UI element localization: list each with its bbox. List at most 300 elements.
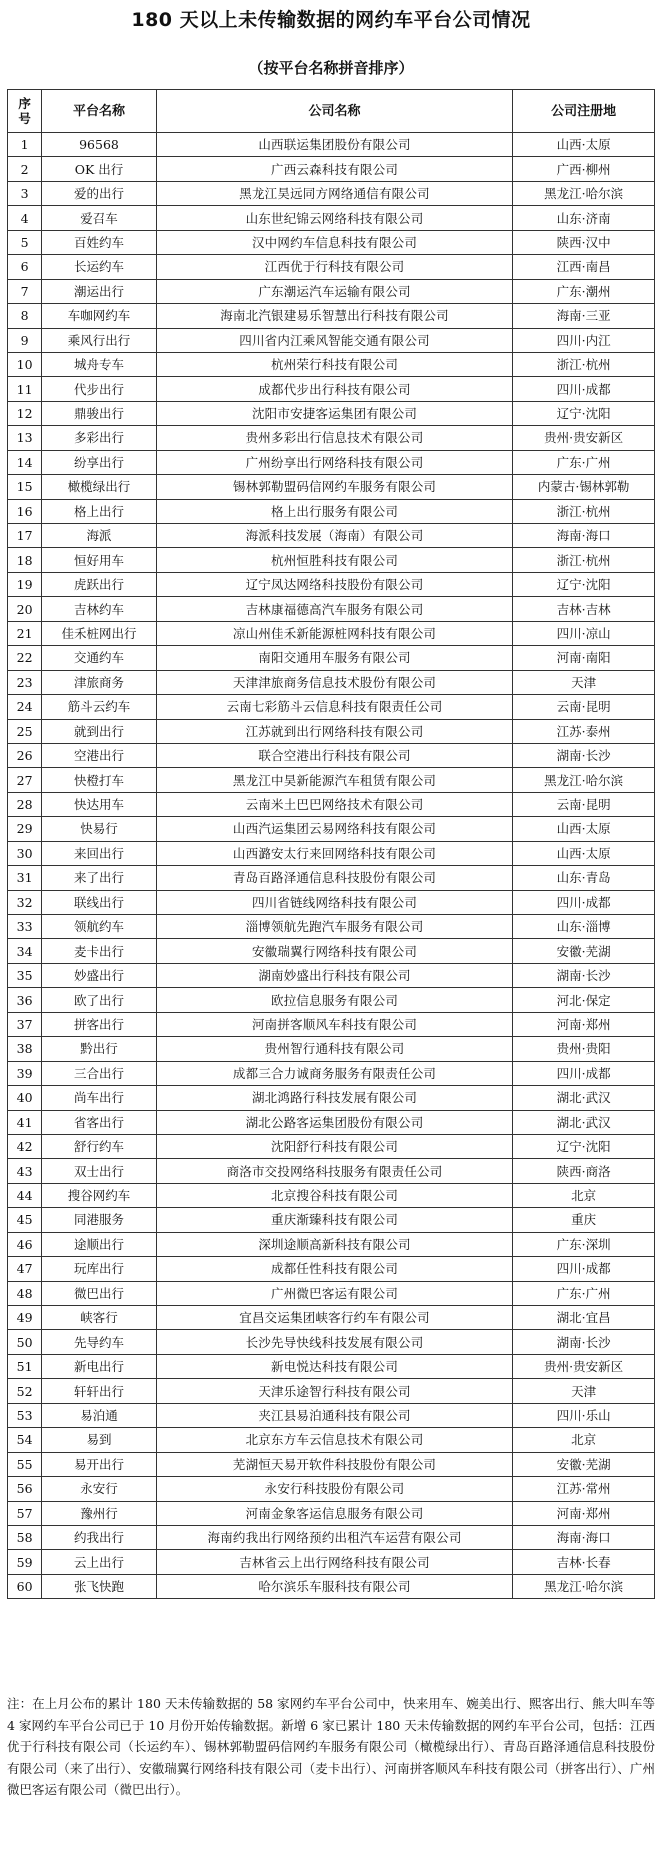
table-row [8,1037,655,1061]
company-name-cell: 山西潞安太行来回网络科技有限公司 [156,841,513,865]
row-seq-cell: 13 [8,426,42,450]
registration-place-cell: 四川·成都 [513,890,655,914]
table-row [8,1061,655,1085]
company-name-cell: 凉山州佳禾新能源桩网科技有限公司 [156,621,513,645]
row-seq-cell: 52 [8,1379,42,1403]
table-row [8,1428,655,1452]
company-name-cell: 北京搜谷科技有限公司 [156,1183,513,1207]
row-seq-cell: 50 [8,1330,42,1354]
table-row [8,328,655,352]
platform-name-cell: 潮运出行 [42,279,157,303]
company-name-cell: 广西云森科技有限公司 [156,157,513,181]
row-seq-cell: 51 [8,1354,42,1378]
registration-place-cell: 辽宁·沈阳 [513,401,655,425]
platform-name-cell: 双士出行 [42,1159,157,1183]
company-name-cell: 辽宁凤达网络科技股份有限公司 [156,572,513,596]
platform-name-cell: 津旅商务 [42,670,157,694]
company-name-cell: 哈尔滨乐车服科技有限公司 [156,1574,513,1598]
row-seq-cell: 39 [8,1061,42,1085]
platform-name-cell: 张飞快跑 [42,1574,157,1598]
row-seq-cell: 29 [8,817,42,841]
company-name-cell: 广州微巴客运有限公司 [156,1281,513,1305]
row-seq-cell: 10 [8,352,42,376]
row-seq-cell: 55 [8,1452,42,1476]
registration-place-cell: 黑龙江·哈尔滨 [513,1574,655,1598]
row-seq-cell: 6 [8,255,42,279]
table-row [8,1012,655,1036]
registration-place-cell: 广西·柳州 [513,157,655,181]
table-row [8,1257,655,1281]
registration-place-cell: 海南·三亚 [513,304,655,328]
row-seq-cell: 44 [8,1183,42,1207]
row-seq-cell: 45 [8,1208,42,1232]
row-seq-cell: 43 [8,1159,42,1183]
registration-place-cell: 湖北·武汉 [513,1086,655,1110]
registration-place-cell: 江苏·常州 [513,1477,655,1501]
platform-name-cell: 吉林约车 [42,597,157,621]
platform-name-cell: 轩轩出行 [42,1379,157,1403]
registration-place-cell: 吉林·吉林 [513,597,655,621]
row-seq-cell: 36 [8,988,42,1012]
registration-place-cell: 河南·郑州 [513,1012,655,1036]
platform-name-cell: 途顺出行 [42,1232,157,1256]
table-row [8,1306,655,1330]
table-body [8,133,655,1599]
table-row [8,1379,655,1403]
row-seq-cell: 42 [8,1134,42,1158]
platform-name-cell: OK 出行 [42,157,157,181]
platform-name-cell: 易泊通 [42,1403,157,1427]
row-seq-cell: 32 [8,890,42,914]
table-row [8,939,655,963]
company-name-cell: 贵州智行通科技有限公司 [156,1037,513,1061]
registration-place-cell: 吉林·长春 [513,1550,655,1574]
registration-place-cell: 辽宁·沈阳 [513,1134,655,1158]
platform-name-cell: 联线出行 [42,890,157,914]
table-row [8,426,655,450]
company-name-cell: 云南米土巴巴网络技术有限公司 [156,792,513,816]
row-seq-cell: 54 [8,1428,42,1452]
company-name-cell: 吉林康福德高汽车服务有限公司 [156,597,513,621]
row-seq-cell: 15 [8,475,42,499]
platform-name-cell: 新电出行 [42,1354,157,1378]
row-seq-cell: 56 [8,1477,42,1501]
table-row [8,1183,655,1207]
table-row [8,524,655,548]
company-name-cell: 广东潮运汽车运输有限公司 [156,279,513,303]
registration-place-cell: 山西·太原 [513,133,655,157]
registration-place-cell: 湖南·长沙 [513,1330,655,1354]
platform-name-cell: 欧了出行 [42,988,157,1012]
table-row [8,670,655,694]
platform-name-cell: 峡客行 [42,1306,157,1330]
row-seq-cell: 40 [8,1086,42,1110]
company-name-cell: 芜湖恒天易开软件科技股份有限公司 [156,1452,513,1476]
company-name-cell: 新电悦达科技有限公司 [156,1354,513,1378]
company-name-cell: 贵州多彩出行信息技术有限公司 [156,426,513,450]
company-name-cell: 锡林郭勒盟码信网约车服务有限公司 [156,475,513,499]
table-row [8,1208,655,1232]
table-row [8,1110,655,1134]
registration-place-cell: 黑龙江·哈尔滨 [513,768,655,792]
registration-place-cell: 海南·海口 [513,524,655,548]
platform-name-cell: 城舟专车 [42,352,157,376]
platform-name-cell: 玩库出行 [42,1257,157,1281]
table-row [8,1134,655,1158]
row-seq-cell: 25 [8,719,42,743]
registration-place-cell: 浙江·杭州 [513,352,655,376]
row-seq-cell: 27 [8,768,42,792]
platform-name-cell: 纷享出行 [42,450,157,474]
platform-name-cell: 佳禾桩网出行 [42,621,157,645]
table-row [8,499,655,523]
platform-name-cell: 格上出行 [42,499,157,523]
platform-name-cell: 爱召车 [42,206,157,230]
registration-place-cell: 北京 [513,1183,655,1207]
platform-name-cell: 黔出行 [42,1037,157,1061]
registration-place-cell: 陕西·商洛 [513,1159,655,1183]
table-row [8,719,655,743]
row-seq-cell: 26 [8,743,42,767]
row-seq-cell: 16 [8,499,42,523]
registration-place-cell: 云南·昆明 [513,695,655,719]
row-seq-cell: 19 [8,572,42,596]
company-name-cell: 天津乐途智行科技有限公司 [156,1379,513,1403]
registration-place-cell: 贵州·贵安新区 [513,426,655,450]
registration-place-cell: 辽宁·沈阳 [513,572,655,596]
table-row [8,279,655,303]
registration-place-cell: 江西·南昌 [513,255,655,279]
platform-name-cell: 尚车出行 [42,1086,157,1110]
table-row [8,181,655,205]
table-row [8,230,655,254]
registration-place-cell: 海南·海口 [513,1525,655,1549]
registration-place-cell: 湖南·长沙 [513,963,655,987]
row-seq-cell: 20 [8,597,42,621]
registration-place-cell: 河南·南阳 [513,646,655,670]
company-name-cell: 永安行科技股份有限公司 [156,1477,513,1501]
platform-name-cell: 麦卡出行 [42,939,157,963]
row-seq-cell: 21 [8,621,42,645]
row-seq-cell: 9 [8,328,42,352]
header-company-name: 公司名称 [156,90,513,133]
registration-place-cell: 陕西·汉中 [513,230,655,254]
platform-name-cell: 约我出行 [42,1525,157,1549]
platform-name-cell: 爱的出行 [42,181,157,205]
company-name-cell: 汉中网约车信息科技有限公司 [156,230,513,254]
table-row [8,890,655,914]
header-platform-name: 平台名称 [42,90,157,133]
company-name-cell: 山西汽运集团云易网络科技有限公司 [156,817,513,841]
platform-name-cell: 搜谷网约车 [42,1183,157,1207]
row-seq-cell: 57 [8,1501,42,1525]
table-row [8,841,655,865]
company-name-cell: 山西联运集团股份有限公司 [156,133,513,157]
platform-name-cell: 多彩出行 [42,426,157,450]
registration-place-cell: 山东·青岛 [513,866,655,890]
page-subtitle: （按平台名称拼音排序） [248,59,414,77]
table-row [8,255,655,279]
registration-place-cell: 北京 [513,1428,655,1452]
row-seq-cell: 47 [8,1257,42,1281]
company-name-cell: 广州纷享出行网络科技有限公司 [156,450,513,474]
company-name-cell: 山东世纪锦云网络科技有限公司 [156,206,513,230]
table-header-row [8,90,655,133]
company-name-cell: 成都三合力诚商务服务有限责任公司 [156,1061,513,1085]
registration-place-cell: 山东·济南 [513,206,655,230]
row-seq-cell: 12 [8,401,42,425]
row-seq-cell: 33 [8,915,42,939]
company-name-cell: 沈阳市安捷客运集团有限公司 [156,401,513,425]
registration-place-cell: 山西·太原 [513,817,655,841]
platform-name-cell: 恒好用车 [42,548,157,572]
row-seq-cell: 18 [8,548,42,572]
company-name-cell: 云南七彩筋斗云信息科技有限责任公司 [156,695,513,719]
registration-place-cell: 四川·成都 [513,377,655,401]
row-seq-cell: 2 [8,157,42,181]
row-seq-cell: 31 [8,866,42,890]
table-row [8,1232,655,1256]
footnote: 注：在上月公布的累计 180 天未传输数据的 58 家网约车平台公司中，快来用车、婉美出行、熙客出行、熊大叫车等 4 家网约车平台公司已于 10 月份开始传输数据。新增 6 家已累计 180 天未传输数据的网约车平台公司，包括：江西优于行科技有限公司（长运约车）、锡林郭勒盟码信网约车服务有限公司（橄榄绿出行）、青岛百路泽通信息科技股份有限公司（来了出行）、安徽瑞翼行网络科技有限公司（麦卡出行）、河南拼客顺风车科技有限公司（拼客出行）、广州微巴客运有限公司（微巴出行）。 [7,1696,655,1798]
platform-name-cell: 拼客出行 [42,1012,157,1036]
company-name-cell: 商洛市交投网络科技服务有限责任公司 [156,1159,513,1183]
row-seq-cell: 49 [8,1306,42,1330]
registration-place-cell: 河北·保定 [513,988,655,1012]
table-row [8,988,655,1012]
company-name-cell: 吉林省云上出行网络科技有限公司 [156,1550,513,1574]
row-seq-cell: 11 [8,377,42,401]
registration-place-cell: 江苏·泰州 [513,719,655,743]
platform-name-cell: 交通约车 [42,646,157,670]
table-row [8,792,655,816]
table-row [8,915,655,939]
row-seq-cell: 58 [8,1525,42,1549]
table-row [8,646,655,670]
platform-name-cell: 领航约车 [42,915,157,939]
row-seq-cell: 35 [8,963,42,987]
row-seq-cell: 3 [8,181,42,205]
registration-place-cell: 山东·淄博 [513,915,655,939]
platform-name-cell: 海派 [42,524,157,548]
row-seq-cell: 28 [8,792,42,816]
company-name-cell: 江苏就到出行网络科技有限公司 [156,719,513,743]
company-name-cell: 宜昌交运集团峡客行约车有限公司 [156,1306,513,1330]
row-seq-cell: 38 [8,1037,42,1061]
table-row [8,1501,655,1525]
row-seq-cell: 48 [8,1281,42,1305]
registration-place-cell: 内蒙古·锡林郭勒 [513,475,655,499]
row-seq-cell: 1 [8,133,42,157]
table-row [8,597,655,621]
platform-name-cell: 云上出行 [42,1550,157,1574]
platform-name-cell: 省客出行 [42,1110,157,1134]
table-row [8,621,655,645]
row-seq-cell: 59 [8,1550,42,1574]
row-seq-cell: 17 [8,524,42,548]
row-seq-cell: 7 [8,279,42,303]
company-name-cell: 天津津旅商务信息技术股份有限公司 [156,670,513,694]
company-name-cell: 淄博领航先跑汽车服务有限公司 [156,915,513,939]
company-name-cell: 杭州荣行科技有限公司 [156,352,513,376]
header-seq: 序 号 [8,90,42,133]
table-row [8,963,655,987]
registration-place-cell: 黑龙江·哈尔滨 [513,181,655,205]
row-seq-cell: 23 [8,670,42,694]
company-name-cell: 欧拉信息服务有限公司 [156,988,513,1012]
company-name-cell: 河南拼客顺风车科技有限公司 [156,1012,513,1036]
platform-name-cell: 空港出行 [42,743,157,767]
registration-place-cell: 山西·太原 [513,841,655,865]
platform-name-cell: 快橙打车 [42,768,157,792]
registration-place-cell: 浙江·杭州 [513,499,655,523]
company-name-cell: 南阳交通用车服务有限公司 [156,646,513,670]
company-name-cell: 安徽瑞翼行网络科技有限公司 [156,939,513,963]
registration-place-cell: 安徽·芜湖 [513,939,655,963]
platform-name-cell: 百姓约车 [42,230,157,254]
company-name-cell: 海派科技发展（海南）有限公司 [156,524,513,548]
platform-name-cell: 虎跃出行 [42,572,157,596]
row-seq-cell: 24 [8,695,42,719]
company-name-cell: 黑龙江中昊新能源汽车租赁有限公司 [156,768,513,792]
row-seq-cell: 5 [8,230,42,254]
platform-name-cell: 96568 [42,133,157,157]
registration-place-cell: 安徽·芜湖 [513,1452,655,1476]
table-row [8,768,655,792]
row-seq-cell: 4 [8,206,42,230]
registration-place-cell: 天津 [513,1379,655,1403]
company-name-cell: 海南北汽银建易乐智慧出行科技有限公司 [156,304,513,328]
registration-place-cell: 湖北·宜昌 [513,1306,655,1330]
platform-name-cell: 易开出行 [42,1452,157,1476]
registration-place-cell: 四川·乐山 [513,1403,655,1427]
table-row [8,695,655,719]
platform-name-cell: 先导约车 [42,1330,157,1354]
registration-place-cell: 广东·广州 [513,1281,655,1305]
platform-name-cell: 同港服务 [42,1208,157,1232]
platform-name-cell: 快易行 [42,817,157,841]
platform-name-cell: 橄榄绿出行 [42,475,157,499]
company-name-cell: 长沙先导快线科技发展有限公司 [156,1330,513,1354]
registration-place-cell: 广东·潮州 [513,279,655,303]
platform-name-cell: 代步出行 [42,377,157,401]
registration-place-cell: 云南·昆明 [513,792,655,816]
company-name-cell: 海南约我出行网络预约出租汽车运营有限公司 [156,1525,513,1549]
table-row [8,1330,655,1354]
registration-place-cell: 天津 [513,670,655,694]
registration-place-cell: 四川·内江 [513,328,655,352]
platform-name-cell: 易到 [42,1428,157,1452]
registration-place-cell: 贵州·贵安新区 [513,1354,655,1378]
company-name-cell: 格上出行服务有限公司 [156,499,513,523]
table-row [8,157,655,181]
company-name-cell: 深圳途顺高新科技有限公司 [156,1232,513,1256]
platform-name-cell: 舒行约车 [42,1134,157,1158]
platform-name-cell: 微巴出行 [42,1281,157,1305]
table-row [8,475,655,499]
registration-place-cell: 湖南·长沙 [513,743,655,767]
table-row [8,401,655,425]
row-seq-cell: 46 [8,1232,42,1256]
company-name-cell: 北京东方车云信息技术有限公司 [156,1428,513,1452]
company-name-cell: 重庆渐臻科技有限公司 [156,1208,513,1232]
page-title: 180 天以上未传输数据的网约车平台公司情况 [131,9,531,31]
company-name-cell: 四川省内江乘风智能交通有限公司 [156,328,513,352]
company-name-cell: 沈阳舒行科技有限公司 [156,1134,513,1158]
table-row [8,377,655,401]
platform-name-cell: 乘风行出行 [42,328,157,352]
platform-name-cell: 妙盛出行 [42,963,157,987]
platform-name-cell: 长运约车 [42,255,157,279]
registration-place-cell: 重庆 [513,1208,655,1232]
registration-place-cell: 广东·深圳 [513,1232,655,1256]
table-row [8,1574,655,1598]
platform-name-cell: 鼎骏出行 [42,401,157,425]
table-row [8,1403,655,1427]
row-seq-cell: 37 [8,1012,42,1036]
row-seq-cell: 34 [8,939,42,963]
table-row [8,352,655,376]
company-name-cell: 湖北鸿路行科技发展有限公司 [156,1086,513,1110]
platform-name-cell: 豫州行 [42,1501,157,1525]
row-seq-cell: 30 [8,841,42,865]
platform-name-cell: 车咖网约车 [42,304,157,328]
company-name-cell: 河南金象客运信息服务有限公司 [156,1501,513,1525]
company-name-cell: 青岛百路泽通信息科技股份有限公司 [156,866,513,890]
company-name-cell: 湖北公路客运集团股份有限公司 [156,1110,513,1134]
company-name-cell: 联合空港出行科技有限公司 [156,743,513,767]
platform-name-cell: 快达用车 [42,792,157,816]
row-seq-cell: 53 [8,1403,42,1427]
row-seq-cell: 41 [8,1110,42,1134]
platform-name-cell: 永安行 [42,1477,157,1501]
platform-name-cell: 来了出行 [42,866,157,890]
table-row [8,450,655,474]
platform-table [7,89,655,1599]
table-row [8,1159,655,1183]
table-row [8,743,655,767]
table-row [8,548,655,572]
registration-place-cell: 湖北·武汉 [513,1110,655,1134]
registration-place-cell: 四川·成都 [513,1257,655,1281]
table-row [8,1086,655,1110]
platform-name-cell: 筋斗云约车 [42,695,157,719]
table-row [8,133,655,157]
registration-place-cell: 贵州·贵阳 [513,1037,655,1061]
table-row [8,1281,655,1305]
row-seq-cell: 22 [8,646,42,670]
platform-name-cell: 来回出行 [42,841,157,865]
company-name-cell: 四川省链线网络科技有限公司 [156,890,513,914]
table-row [8,1477,655,1501]
table-row [8,304,655,328]
table-row [8,206,655,230]
company-name-cell: 成都任性科技有限公司 [156,1257,513,1281]
table-row [8,866,655,890]
row-seq-cell: 8 [8,304,42,328]
company-name-cell: 夹江县易泊通科技有限公司 [156,1403,513,1427]
table-row [8,1452,655,1476]
registration-place-cell: 河南·郑州 [513,1501,655,1525]
registration-place-cell: 广东·广州 [513,450,655,474]
company-name-cell: 成都代步出行科技有限公司 [156,377,513,401]
company-name-cell: 湖南妙盛出行科技有限公司 [156,963,513,987]
company-name-cell: 江西优于行科技有限公司 [156,255,513,279]
registration-place-cell: 四川·成都 [513,1061,655,1085]
registration-place-cell: 四川·凉山 [513,621,655,645]
table-row [8,1354,655,1378]
table-row [8,572,655,596]
platform-name-cell: 三合出行 [42,1061,157,1085]
